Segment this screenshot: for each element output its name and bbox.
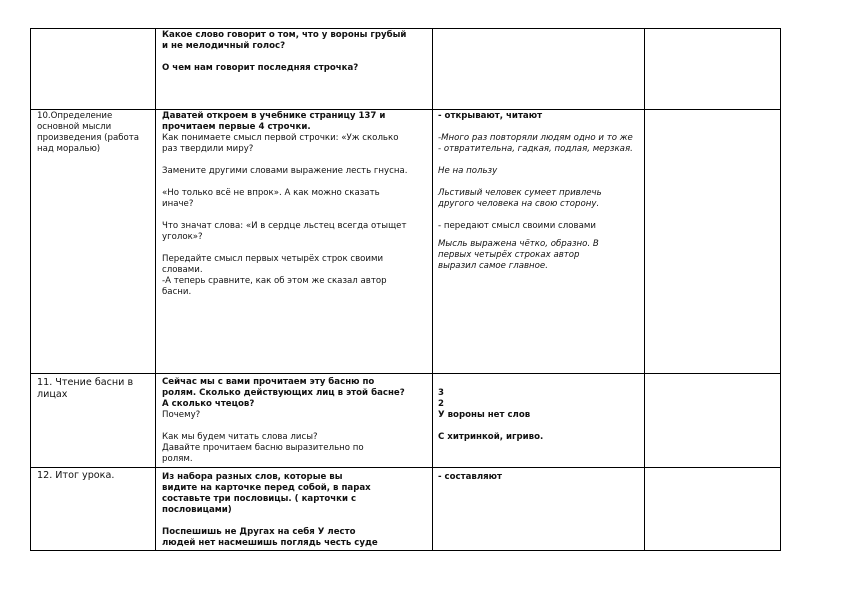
cell-paragraph: Льстивый человек сумеет привлечь другого человека на свою сторону. xyxy=(438,188,602,209)
row1-teacher-cell xyxy=(162,111,432,298)
row-divider-2 xyxy=(30,373,781,374)
row3-teacher-cell xyxy=(162,472,432,549)
cell-paragraph: - передают смысл своими словами xyxy=(438,221,596,231)
col-divider-right xyxy=(780,28,781,551)
cell-paragraph: Не на пользу xyxy=(438,166,498,176)
row3-stage-cell xyxy=(37,470,155,482)
row2-stage: 11. Чтение басни в лицах xyxy=(37,377,134,400)
row1-stage: 10.Определение основной мысли произведения (работа над моралью) xyxy=(37,111,140,154)
row2-stage-cell xyxy=(37,377,155,401)
col-divider-left xyxy=(30,28,31,551)
cell-paragraph xyxy=(438,122,648,133)
cell-paragraph xyxy=(438,232,648,239)
row1-students-cell xyxy=(438,111,648,272)
cell-paragraph: 3 2 У вороны нет слов xyxy=(438,388,531,420)
cell-paragraph: О чем нам говорит последняя строчка? xyxy=(162,63,359,73)
cell-paragraph: С хитринкой, игриво. xyxy=(438,432,544,442)
col-divider-2 xyxy=(432,28,433,551)
cell-paragraph xyxy=(162,421,432,432)
cell-paragraph: Даватей откроем в учебнике страницу 137 и прочитаем первые 4 строчки. xyxy=(162,111,386,132)
cell-paragraph: «Но только всё не впрок». А как можно сказать иначе? xyxy=(162,188,380,209)
cell-paragraph: Передайте смысл первых четырёх строк своими словами. xyxy=(162,254,384,275)
cell-paragraph: -Много раз повторяли людям одно и то же - отвратительна, гадкая, подлая, мерзкая. xyxy=(438,133,633,154)
row3-students-cell xyxy=(438,472,648,483)
row3-stage: 12. Итог урока. xyxy=(37,470,115,481)
table-top-border xyxy=(30,28,781,29)
cell-paragraph: Сейчас мы с вами прочитаем эту басню по ролям. Сколько действующих лиц в этой басне? А сколько чтецов? xyxy=(162,377,405,409)
cell-paragraph xyxy=(162,52,432,63)
cell-paragraph: - составляют xyxy=(438,472,503,482)
cell-paragraph: Замените другими словами выражение лесть гнусна. xyxy=(162,166,408,176)
cell-paragraph: - открывают, читают xyxy=(438,111,543,121)
cell-paragraph xyxy=(438,421,648,432)
row2-teacher-cell xyxy=(162,377,432,465)
cell-paragraph xyxy=(162,210,432,221)
cell-paragraph: Почему? xyxy=(162,410,201,420)
cell-paragraph xyxy=(162,177,432,188)
cell-paragraph xyxy=(162,155,432,166)
col-divider-1 xyxy=(155,28,156,551)
cell-paragraph xyxy=(438,155,648,166)
table-bottom-border xyxy=(30,550,781,551)
cell-paragraph xyxy=(162,516,432,527)
cell-paragraph: Из набора разных слов, которые вы видите на карточке перед собой, в парах составьте три пословицы. ( карточки с пословицами) xyxy=(162,472,371,515)
row-divider-1 xyxy=(30,109,781,110)
cell-paragraph xyxy=(438,210,648,221)
row-divider-3 xyxy=(30,467,781,468)
row1-stage-cell xyxy=(37,111,155,155)
cell-paragraph: Как понимаете смысл первой строчки: «Уж сколько раз твердили миру? xyxy=(162,133,399,154)
cell-paragraph: Какое слово говорит о том, что у вороны грубый и не мелодичный голос? xyxy=(162,30,407,51)
cell-paragraph: Поспешишь не Другах на себя У лесто людей нет насмешишь поглядь честь суде xyxy=(162,527,378,548)
row2-students-cell xyxy=(438,388,648,443)
cell-paragraph: -А теперь сравните, как об этом же сказал автор басни. xyxy=(162,276,387,297)
cell-paragraph xyxy=(162,243,432,254)
cell-paragraph xyxy=(438,177,648,188)
cell-paragraph: Мысль выражена чётко, образно. В первых четырёх строках автор выразил самое главное. xyxy=(438,239,599,271)
cell-paragraph: Как мы будем читать слова лисы? Давайте прочитаем басню выразительно по ролям. xyxy=(162,432,364,464)
row0-teacher-cell xyxy=(162,30,432,74)
cell-paragraph: Что значат слова: «И в сердце льстец всегда отыщет уголок»? xyxy=(162,221,407,242)
